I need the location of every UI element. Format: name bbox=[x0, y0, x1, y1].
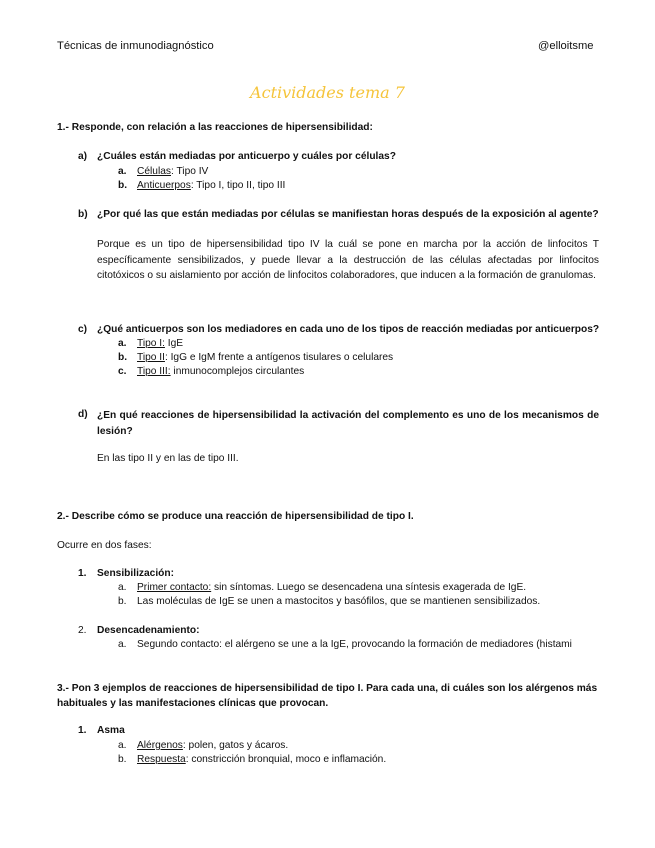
q1a-item bbox=[137, 166, 208, 177]
q3-example-title: Asma bbox=[97, 725, 125, 736]
q1c-item-rest: inmunocomplejos circulantes bbox=[170, 366, 305, 377]
q3-item bbox=[137, 754, 386, 765]
q1c-item bbox=[137, 366, 304, 377]
q1c-item-rest: : IgG e IgM frente a antígenos tisulares o celulares bbox=[164, 352, 394, 363]
header-subject: Técnicas de inmunodiagnóstico bbox=[57, 40, 214, 52]
q2-phase-marker: 1. bbox=[78, 568, 87, 579]
q2-item: Segundo contacto: el alérgeno se une a la IgE, provocando la formación de mediadores (histami bbox=[137, 639, 572, 650]
q1c-item-marker: b. bbox=[118, 352, 128, 363]
q1a-item bbox=[137, 180, 285, 191]
q3-heading: 3.- Pon 3 ejemplos de reacciones de hipersensibilidad de tipo I. Para cada una, di cuáles son los alérgenos más habituales y las manifestaciones clínicas que provocan. bbox=[57, 683, 598, 709]
q2-phase-title: Sensibilización: bbox=[97, 568, 174, 579]
q1c-item-marker: a. bbox=[118, 338, 127, 349]
q1c-question: ¿Qué anticuerpos son los mediadores en cada uno de los tipos de reacción mediadas por anticuerpos? bbox=[97, 324, 600, 335]
q3-item-marker: a. bbox=[118, 740, 127, 751]
q3-item-rest: : polen, gatos y ácaros. bbox=[182, 740, 289, 751]
q2-item-marker: b. bbox=[118, 596, 127, 607]
q1a-question: ¿Cuáles están mediadas por anticuerpo y cuáles por células? bbox=[97, 151, 396, 162]
q3-item bbox=[137, 740, 288, 751]
header-author: @elloitsme bbox=[538, 40, 594, 52]
q2-item: Las moléculas de IgE se unen a mastocitos y basófilos, que se mantienen sensibilizados. bbox=[137, 596, 541, 607]
q1b-marker: b) bbox=[78, 209, 88, 220]
q2-phase-title: Desencadenamiento: bbox=[97, 625, 200, 636]
q1c-item-term: Tipo III: bbox=[137, 366, 171, 377]
q3-item-marker: b. bbox=[118, 754, 127, 765]
q1a-item-term: Células bbox=[137, 166, 171, 177]
q1c-item-term: Tipo I: bbox=[137, 338, 165, 349]
q2-phase-marker: 2. bbox=[78, 625, 87, 636]
q3-item-term: Alérgenos bbox=[137, 740, 183, 751]
q1b-question: ¿Por qué las que están mediadas por células se manifiestan horas después de la exposición al agente? bbox=[97, 209, 599, 220]
document-title: Actividades tema 7 bbox=[250, 83, 405, 102]
q1c-item-term: Tipo II bbox=[137, 352, 165, 363]
q3-example-marker: 1. bbox=[78, 725, 87, 736]
q1d-answer: En las tipo II y en las de tipo III. bbox=[97, 453, 239, 464]
q3-item-rest: : constricción bronquial, moco e inflamación. bbox=[185, 754, 387, 765]
q2-heading: 2.- Describe cómo se produce una reacción de hipersensibilidad de tipo I. bbox=[57, 511, 414, 522]
q2-item bbox=[137, 582, 526, 593]
q1a-marker: a) bbox=[78, 151, 88, 162]
q1b-answer: Porque es un tipo de hipersensibilidad tipo IV la cuál se pone en marcha por la acción de linfocitos T específicamente sensibilizados, y puede llevar a la destrucción de las células afectadas por linfocitos citotóxicos o su aislamiento por acción de linfocitos colaboradores, que inducen a la formación de granulomas. bbox=[97, 239, 599, 281]
q2-item-marker: a. bbox=[118, 639, 127, 650]
q1a-item-rest: : Tipo IV bbox=[170, 166, 209, 177]
q1c-item bbox=[137, 338, 183, 349]
q1c-item-rest: IgE bbox=[164, 338, 184, 349]
q1a-item-marker: a. bbox=[118, 166, 127, 177]
q1c-marker: c) bbox=[78, 324, 88, 335]
q2-intro: Ocurre en dos fases: bbox=[57, 540, 152, 551]
q1c-item-marker: c. bbox=[118, 366, 127, 377]
q1c-item bbox=[137, 352, 393, 363]
q1-heading: 1.- Responde, con relación a las reacciones de hipersensibilidad: bbox=[57, 122, 373, 133]
q2-item-rest: sin síntomas. Luego se desencadena una síntesis exagerada de IgE. bbox=[211, 582, 527, 593]
q3-item-term: Respuesta bbox=[137, 754, 186, 765]
q1d-question: ¿En qué reacciones de hipersensibilidad la activación del complemento es uno de los mecanismos de lesión? bbox=[97, 410, 599, 437]
q1a-item-term: Anticuerpos bbox=[137, 180, 191, 191]
q2-item-marker: a. bbox=[118, 582, 127, 593]
q1a-item-marker: b. bbox=[118, 180, 128, 191]
q2-item-term: Primer contacto: bbox=[137, 582, 212, 593]
q1a-item-rest: : Tipo I, tipo II, tipo III bbox=[190, 180, 286, 191]
q1d-marker: d) bbox=[78, 409, 88, 420]
